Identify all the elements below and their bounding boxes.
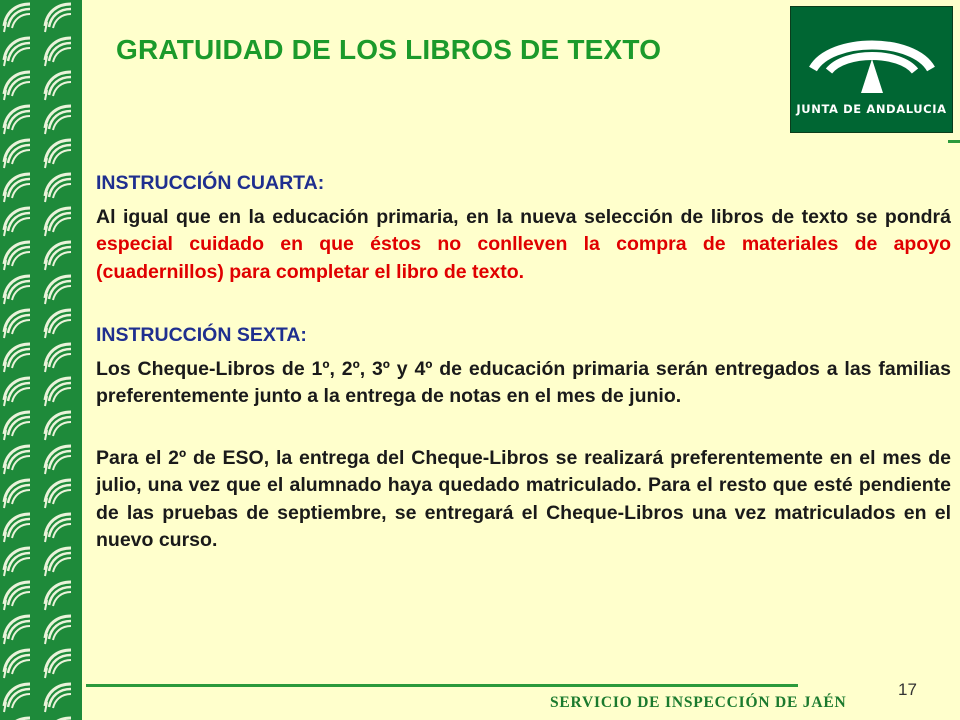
page-title: GRATUIDAD DE LOS LIBROS DE TEXTO <box>116 34 662 65</box>
section-paragraph-sexta-1: Los Cheque-Libros de 1º, 2º, 3º y 4º de educación primaria serán entregados a las familias preferentemente junto a la entrega de notas en el mes de junio. <box>96 357 951 407</box>
logo-text: JUNTA DE ANDALUCIA <box>796 102 947 116</box>
section-heading-cuarta: INSTRUCCIÓN CUARTA: <box>96 172 325 194</box>
section-paragraph-sexta-2: Para el 2º de ESO, la entrega del Cheque-Libros se realizará preferentemente en el mes de julio, una vez que el alumnado haya quedado matriculado. Para el resto que esté pendiente de las pruebas de septiembre, se entregará el Cheque-Libros una vez matriculados en el nuevo curso. <box>96 446 951 551</box>
section-heading-sexta: INSTRUCCIÓN SEXTA: <box>96 324 307 346</box>
paragraph-text: Al igual que en la educación primaria, en la nueva selección de libros de texto se pondrá <box>96 205 951 228</box>
highlighted-text: especial cuidado en que éstos no conlleven la compra de materiales de apoyo (cuadernillos) para completar el libro de texto. <box>96 233 951 283</box>
page-number: 17 <box>898 680 917 699</box>
decorative-sidebar <box>0 0 82 720</box>
bottom-rule <box>86 684 798 687</box>
slide-content <box>96 170 951 555</box>
footer-text: SERVICIO DE INSPECCIÓN DE JAÉN <box>550 694 847 711</box>
junta-andalucia-logo <box>790 6 953 133</box>
sidebar-pattern-icon <box>0 0 82 720</box>
section-paragraph-cuarta <box>96 204 951 287</box>
top-rule <box>948 140 960 143</box>
